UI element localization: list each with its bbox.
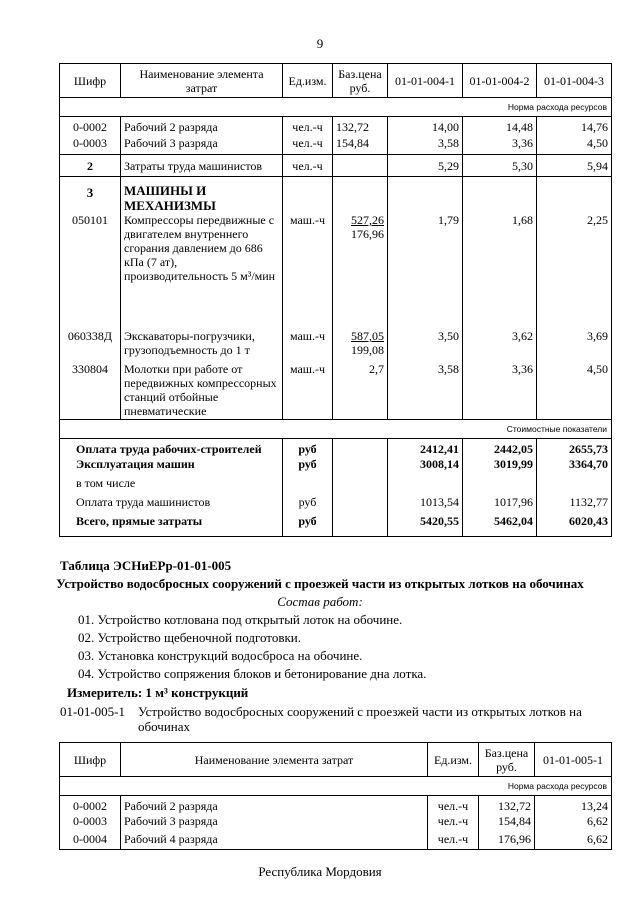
total-row — [60, 495, 612, 514]
section-title: МАШИНЫ И МЕХАНИЗМЫ — [121, 177, 283, 214]
page-footer: Республика Мордовия — [258, 864, 382, 879]
cell-code: 0-0004 — [60, 832, 121, 850]
total-row — [60, 476, 612, 495]
cell-name: Затраты труда машинистов — [121, 155, 283, 177]
total-name: Эксплуатация машин — [60, 457, 283, 476]
cell-code: 330804 — [60, 362, 121, 419]
cell-code: 050101 — [60, 213, 121, 329]
header-col1: 01-01-004-1 — [388, 64, 463, 98]
cell-code: 0-0002 — [60, 117, 121, 136]
table-header-row — [60, 743, 612, 777]
norm-row — [60, 777, 612, 796]
total-v2: 2442,05 — [463, 438, 537, 457]
table-row — [60, 329, 612, 362]
cell-unit: маш.-ч — [283, 362, 333, 419]
cell-v1: 3,50 — [388, 329, 463, 362]
table-row — [60, 213, 612, 329]
cell-unit: чел.-ч — [283, 117, 333, 136]
cell-code: 0-0003 — [60, 814, 121, 832]
works-title: Состав работ: — [277, 594, 363, 609]
table-row — [60, 155, 612, 177]
total-unit: руб — [283, 514, 333, 536]
norm-label: Норма расхода ресурсов — [60, 777, 612, 796]
cell-unit: чел.-ч — [428, 814, 479, 832]
work-item: 01. Устройство котлована под открытый лоток на обочине. — [78, 612, 403, 627]
cell-price: 154,84 — [333, 136, 388, 155]
cell-v1: 6,62 — [535, 832, 612, 850]
cell-unit: маш.-ч — [283, 329, 333, 362]
work-item: 03. Установка конструкций водосброса на обочине. — [78, 648, 363, 663]
total-unit: руб — [283, 457, 333, 476]
cell-v2: 5,30 — [463, 155, 537, 177]
cell-name: Рабочий 3 разряда — [121, 136, 283, 155]
meter-label: Измеритель: 1 м³ конструкций — [67, 685, 249, 700]
cell-v2: 14,48 — [463, 117, 537, 136]
cell-v1: 6,62 — [535, 814, 612, 832]
total-unit: руб — [283, 495, 333, 514]
machine-wage: 176,96 — [351, 227, 384, 241]
cell-v3: 2,25 — [537, 213, 612, 329]
total-v3: 2655,73 — [537, 438, 612, 457]
cell-code: 0-0003 — [60, 136, 121, 155]
header-code: Шифр — [60, 743, 121, 777]
resource-table-1 — [59, 63, 612, 537]
total-v1: 2412,41 — [388, 438, 463, 457]
cell-v1: 1,79 — [388, 213, 463, 329]
cell-name: Рабочий 3 разряда — [121, 814, 428, 832]
total-name: Оплата труда машинистов — [60, 495, 283, 514]
cell-v3: 4,50 — [537, 136, 612, 155]
cell-v2: 3,36 — [463, 362, 537, 419]
cell-price: 2,7 — [333, 362, 388, 419]
cell-code: 0-0002 — [60, 796, 121, 814]
cell-v1: 14,00 — [388, 117, 463, 136]
cell-v3: 4,50 — [537, 362, 612, 419]
table-row — [60, 832, 612, 850]
header-col2: 01-01-004-2 — [463, 64, 537, 98]
work-item: 04. Устройство сопряжения блоков и бетонирование дна лотка. — [78, 666, 427, 681]
cell-name: Экскаваторы-погрузчики, грузоподъемность до 1 т — [121, 329, 283, 362]
total-v1: 1013,54 — [388, 495, 463, 514]
item-text: Устройство водосбросных сооружений с проезжей части из открытых лотков на обочинах — [138, 704, 582, 734]
table-row — [60, 814, 612, 832]
cell-unit: чел.-ч — [283, 136, 333, 155]
header-price: Баз.цена руб. — [479, 743, 535, 777]
cell-unit: чел.-ч — [428, 832, 479, 850]
cell-v1: 5,29 — [388, 155, 463, 177]
total-unit: руб — [283, 438, 333, 457]
table-title: Таблица ЭСНиЕРр-01-01-005 — [60, 558, 232, 573]
resource-table-2 — [59, 742, 612, 850]
cell-price — [333, 213, 388, 329]
norm-row — [60, 98, 612, 117]
cell-v1: 3,58 — [388, 136, 463, 155]
section-heading: Устройство водосбросных сооружений с проезжей части из открытых лотков на обочинах — [56, 576, 584, 591]
total-v2: 5462,04 — [463, 514, 537, 536]
cell-v1: 13,24 — [535, 796, 612, 814]
total-v1: 3008,14 — [388, 457, 463, 476]
total-name: Всего, прямые затраты — [60, 514, 283, 536]
header-unit: Ед.изм. — [428, 743, 479, 777]
total-row — [60, 457, 612, 476]
table-row — [60, 117, 612, 136]
total-v3: 6020,43 — [537, 514, 612, 536]
table-row — [60, 796, 612, 814]
item-code: 01-01-005-1 — [60, 704, 125, 719]
table-row — [60, 136, 612, 155]
total-name: в том числе — [60, 476, 283, 495]
total-row — [60, 514, 612, 536]
machine-price: 527,26 — [351, 213, 384, 227]
total-v2: 3019,99 — [463, 457, 537, 476]
cost-label: Стоимостные показатели — [60, 419, 612, 438]
page-number: 9 — [316, 36, 324, 51]
cell-unit: чел.-ч — [428, 796, 479, 814]
cell-v3: 5,94 — [537, 155, 612, 177]
cell-price: 154,84 — [479, 814, 535, 832]
cell-name: Компрессоры передвижные с двигателем внутреннего сгорания давлением до 686 кПа (7 ат), производительность 5 м³/мин — [121, 213, 283, 329]
total-v3: 3364,70 — [537, 457, 612, 476]
section-row — [60, 177, 612, 214]
machine-price: 587,05 — [351, 329, 384, 343]
cell-unit: маш.-ч — [283, 213, 333, 329]
cell-price — [333, 155, 388, 177]
cell-v2: 3,62 — [463, 329, 537, 362]
header-col3: 01-01-004-3 — [537, 64, 612, 98]
cell-name: Молотки при работе от передвижных компрессорных станций отбойные пневматические — [121, 362, 283, 419]
header-code: Шифр — [60, 64, 121, 98]
header-price: Баз.цена руб. — [333, 64, 388, 98]
norm-label: Норма расхода ресурсов — [60, 98, 612, 117]
table-row — [60, 362, 612, 419]
cell-code: 060338Д — [60, 329, 121, 362]
header-col1: 01-01-005-1 — [535, 743, 612, 777]
total-v1: 5420,55 — [388, 514, 463, 536]
total-row — [60, 438, 612, 457]
cell-v2: 3,36 — [463, 136, 537, 155]
cell-price — [333, 329, 388, 362]
cell-v3: 14,76 — [537, 117, 612, 136]
cell-code: 2 — [60, 155, 121, 177]
header-name: Наименование элемента затрат — [121, 743, 428, 777]
work-item: 02. Устройство щебеночной подготовки. — [78, 630, 301, 645]
cost-label-row — [60, 419, 612, 438]
header-name: Наименование элемента затрат — [121, 64, 283, 98]
total-name: Оплата труда рабочих-строителей — [60, 438, 283, 457]
cell-name: Рабочий 2 разряда — [121, 796, 428, 814]
cell-price: 176,96 — [479, 832, 535, 850]
cell-unit: чел.-ч — [283, 155, 333, 177]
total-v3: 1132,77 — [537, 495, 612, 514]
cell-v1: 3,58 — [388, 362, 463, 419]
cell-v3: 3,69 — [537, 329, 612, 362]
cell-price: 132,72 — [479, 796, 535, 814]
cell-name: Рабочий 4 разряда — [121, 832, 428, 850]
section-code: 3 — [60, 177, 121, 214]
machine-wage: 199,08 — [351, 343, 384, 357]
cell-v2: 1,68 — [463, 213, 537, 329]
total-v2: 1017,96 — [463, 495, 537, 514]
cell-price: 132,72 — [333, 117, 388, 136]
cell-name: Рабочий 2 разряда — [121, 117, 283, 136]
table-header-row — [60, 64, 612, 98]
header-unit: Ед.изм. — [283, 64, 333, 98]
